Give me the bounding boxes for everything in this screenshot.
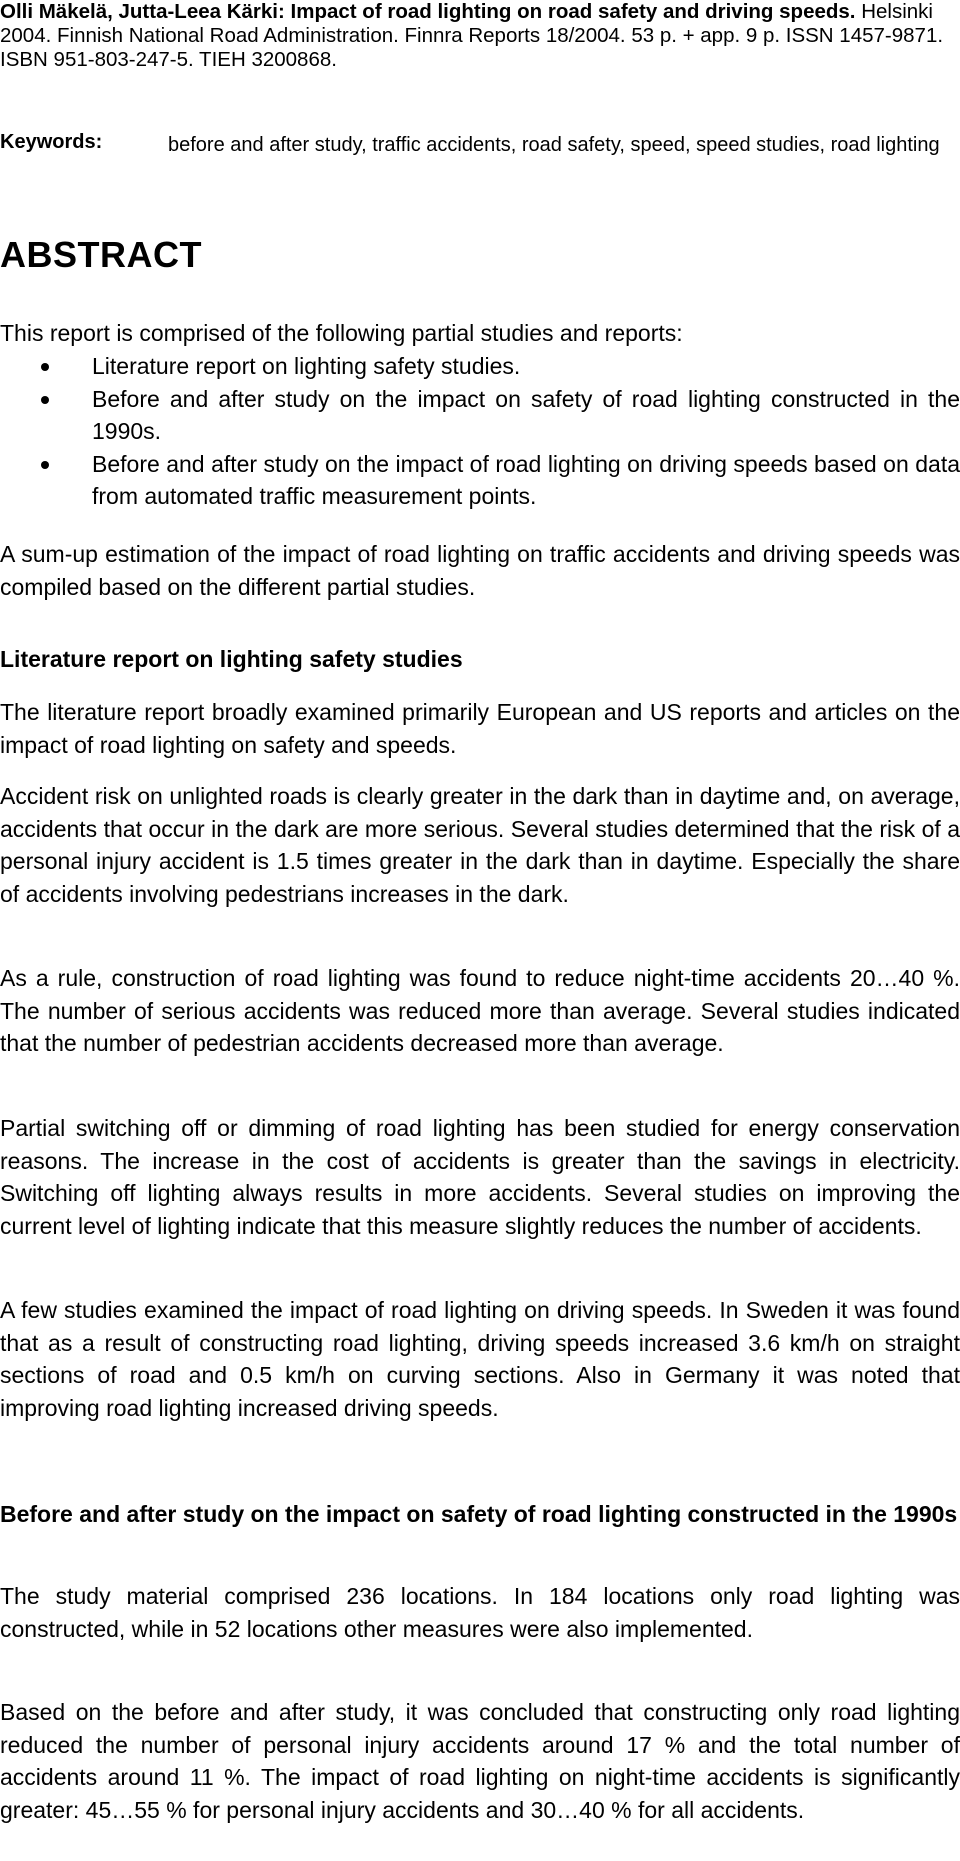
- literature-paragraph: The literature report broadly examined primarily European and US reports and articles on the impact of road lighting on safety and speeds.: [0, 699, 960, 758]
- abstract-bullet-list: [0, 350, 960, 513]
- bullet-item: [0, 383, 960, 448]
- literature-paragraph: As a rule, construction of road lighting was found to reduce night-time accidents 20…40 %. The number of serious accidents was reduced more than average. Several studies indicated that the number of pedestrian accidents decreased more than average.: [0, 965, 960, 1056]
- bullet-icon: [41, 461, 49, 469]
- citation-authors-title: Olli Mäkelä, Jutta-Leea Kärki: Impact of road lighting on road safety and driving speeds.: [0, 0, 856, 23]
- bullet-text: Before and after study on the impact of road lighting on driving speeds based on data from automated traffic measurement points.: [92, 450, 960, 509]
- citation-details: 53 p. + app. 9 p. ISSN 1457-9871. ISBN 951-803-247-5. TIEH 3200868.: [0, 24, 944, 71]
- bullet-icon: [41, 396, 49, 404]
- keywords-text: before and after study, traffic accidents, road safety, speed, speed studies, road lighting: [168, 134, 940, 156]
- abstract-intro: This report is comprised of the following partial studies and reports:: [0, 320, 683, 346]
- before-after-heading: Before and after study on the impact on safety of road lighting constructed in the 1990s: [0, 1501, 958, 1527]
- citation: [0, 0, 960, 72]
- keywords-label: Keywords:: [0, 131, 103, 153]
- bullet-text: Literature report on lighting safety studies.: [92, 353, 521, 379]
- literature-paragraph: Accident risk on unlighted roads is clearly greater in the dark than in daytime and, on average, accidents that occur in the dark are more serious. Several studies determined that the risk of a personal injury accident is 1.5 times greater in the dark than in daytime. Especially the share of accidents involving pedestrians increases in the dark.: [0, 783, 960, 907]
- abstract-summary: A sum-up estimation of the impact of road lighting on traffic accidents and driving speeds was compiled based on the different partial studies.: [0, 541, 960, 600]
- bullet-item: [0, 448, 960, 513]
- literature-heading: Literature report on lighting safety studies: [0, 646, 463, 672]
- bullet-text: Before and after study on the impact on safety of road lighting constructed in the 1990s.: [92, 385, 960, 444]
- before-after-paragraph: Based on the before and after study, it was concluded that constructing only road lighting reduced the number of personal injury accidents around 17 % and the total number of accidents around 11 %. The impact of road lighting on night-time accidents is significantly greater: 45…55 % for personal injury accidents and 30…40 % for all accidents.: [0, 1699, 960, 1823]
- before-after-paragraph: The study material comprised 236 locations. In 184 locations only road lighting was constructed, while in 52 locations other measures were also implemented.: [0, 1583, 960, 1642]
- literature-paragraph: A few studies examined the impact of road lighting on driving speeds. In Sweden it was found that as a result of constructing road lighting, driving speeds increased 3.6 km/h on straight sections of road and 0.5 km/h on curving sections. Also in Germany it was noted that improving road lighting increased driving speeds.: [0, 1297, 960, 1421]
- abstract-title: ABSTRACT: [0, 234, 202, 275]
- literature-paragraph: Partial switching off or dimming of road lighting has been studied for energy conservation reasons. The increase in the cost of accidents is greater than the savings in electricity. Switching off lighting always results in more accidents. Several studies on improving the current level of lighting indicate that this measure slightly reduces the number of accidents.: [0, 1115, 960, 1239]
- citation-publisher: Helsinki 2004. Finnish National Road Administration. Finnra Reports 18/2004.: [0, 0, 933, 47]
- bullet-icon: [41, 363, 49, 371]
- bullet-item: [0, 350, 960, 383]
